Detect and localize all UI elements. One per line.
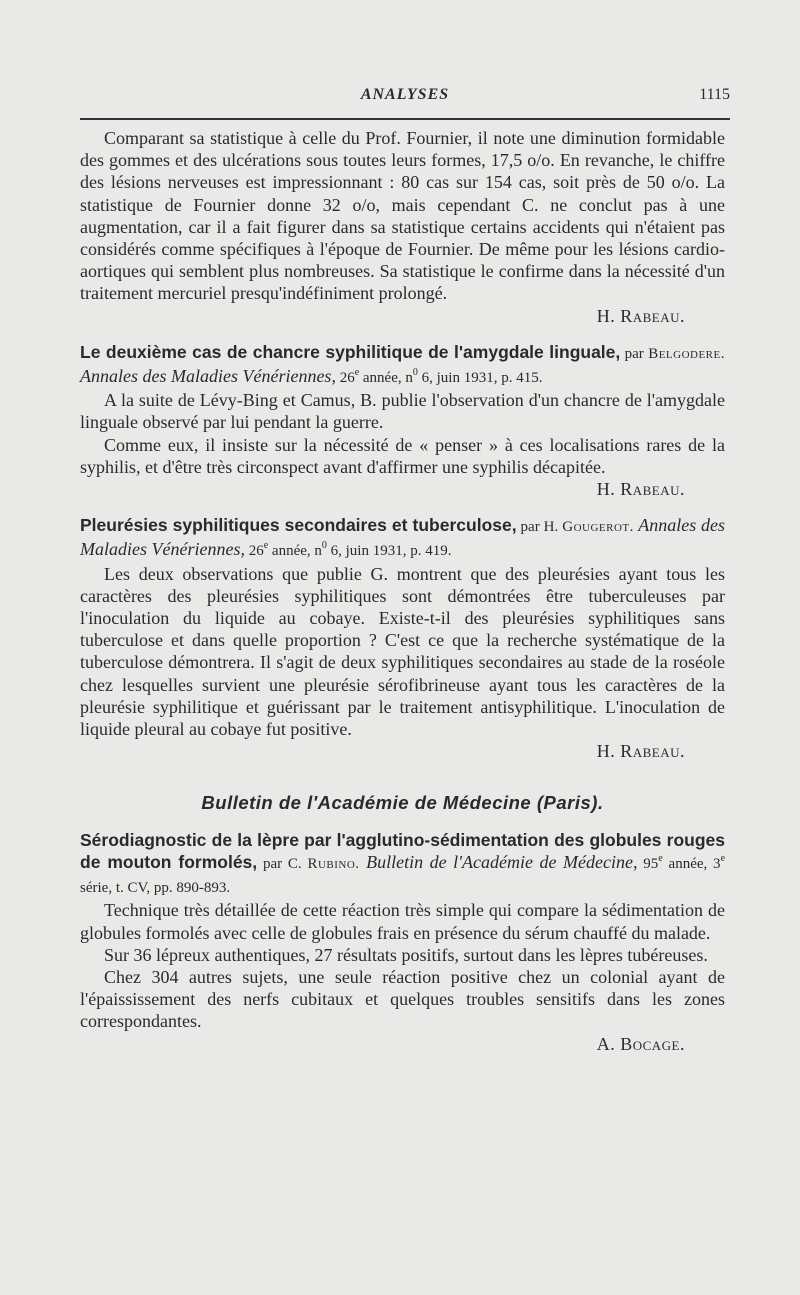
article-2-heading [80,514,725,562]
article-3-paragraph: Technique très détaillée de cette réaction très simple qui compare la sédimentation de globules formolés avec celle de globules frais en présence du sérum chauffé du malade. [80,900,725,943]
article-1-ref-sup: e [354,367,360,379]
article-1-ref-c: 6, juin 1931, p. 415. [417,370,543,387]
article-3-ref-b: année, 3 [662,855,721,872]
article-3-by: par C. [257,855,308,872]
article-2-signature: H. Rabeau. [596,741,685,762]
article-3-ref-c: série, t. CV, pp. 890-893. [80,880,231,897]
article-2-ref-a: 26 [244,543,264,560]
article-1-by: par [620,345,649,362]
article-1-title: Le deuxième cas de chancre syphilitique de l'amygdale linguale, [80,341,621,362]
running-title: ANALYSES [360,86,450,103]
page-number: 1115 [699,86,730,103]
article-2-journal: Annales des Maladies Vénériennes, [80,515,725,560]
body-text [80,127,725,1055]
page-header [80,86,730,110]
article-3-author: Rubino. [307,855,360,872]
article-3-paragraph: Sur 36 lépreux authentiques, 27 résultats positifs, surtout dans les lèpres tubéreuses. [104,944,708,965]
article-2-author: Gougerot. [562,519,634,536]
article-1-author: Belgodere. [648,345,725,362]
section-heading: Bulletin de l'Académie de Médecine (Paris). [201,792,604,814]
article-2-ref-sup2: 0 [321,540,327,552]
article-1-paragraph: A la suite de Lévy-Bing et Camus, B. publie l'observation d'un chancre de l'amygdale linguale observé par lui pendant la guerre. [80,390,725,433]
article-3-paragraph: Chez 304 autres sujets, une seule réaction positive chez un colonial ayant de l'épaississement des nerfs cubitaux et quelques troubles sensitifs dans les zones correspondantes. [80,966,725,1032]
article-1-ref-b: année, n [359,370,413,387]
article-2-paragraph: Les deux observations que publie G. montrent que des pleurésies ayant tous les caractères des pleurésies syphilitiques sont démontrées être tuberculeuses par l'inoculation du liquide au cobaye. Existe-t-il des pleurésies syphilitiques sans tuberculose et dans quelle proportion ? C'est ce que la recherche systématique de la tuberculose démontrera. Il s'agit de deux syphilitiques secondaires au stade de la roséole chez lesquelles survient une pleurésie sérofibrineuse ayant tous les caractères de la pleurésie syphilitique et guérissant par le traitement antisyphilitique. L'inoculation de liquide pleural au cobaye fut positive. [80,563,725,740]
article-3-ref-sup: e [658,852,663,864]
article-2-ref-b: année, n [268,543,322,560]
article-1-ref-sup2: 0 [412,367,418,379]
article-3-signature: A. Bocage. [596,1033,685,1054]
article-3-ref-a: 95 [637,855,659,872]
article-1-paragraph: Comme eux, il insiste sur la nécessité de « penser » à ces localisations rares de la syphilis, et d'être très circonspect avant d'affirmer une syphilis décapitée. [80,434,725,477]
intro-signature: H. Rabeau. [596,305,685,326]
intro-paragraph: Comparant sa statistique à celle du Prof. Fournier, il note une diminution formidable des gommes et des ulcérations sous toutes leurs formes, 17,5 o/o. En revanche, le chiffre des lésions nerveuses est impressionnant : 80 cas sur 154 cas, soit près de 50 o/o. La statistique de Fournier donne 32 o/o, mais cependant C. ne conclut pas à une augmentation, car il a fait figurer dans sa statistique certains accidents qui n'étaient pas considérés comme spécifiques à l'époque de Fournier. De même pour les lésions cardio-aortiques qui semblent plus nombreuses. Sa statistique le confirme dans la nécessité d'un traitement mercuriel presqu'indéfiniment prolongé. [80,128,725,304]
article-2-title: Pleurésies syphilitiques secondaires et tuberculose, [80,515,517,536]
article-1-signature: H. Rabeau. [596,479,685,500]
article-2-ref-c: 6, juin 1931, p. 419. [326,543,452,560]
article-1-heading [80,341,725,389]
article-2-ref-sup: e [263,540,269,552]
article-3-title: Sérodiagnostic de la lèpre par l'agglutino-sédimentation des globules rouges de mouton formolés, [80,829,725,872]
article-3-journal: Bulletin de l'Académie de Médecine, [359,851,638,872]
article-2-by: par H. [516,519,563,536]
article-3-ref-sup2: e [720,852,726,864]
article-3-heading [80,829,725,900]
article-1-journal: Annales des Maladies Vénériennes, [80,366,336,387]
header-rule [80,118,730,120]
article-1-ref-a: 26 [335,370,355,387]
